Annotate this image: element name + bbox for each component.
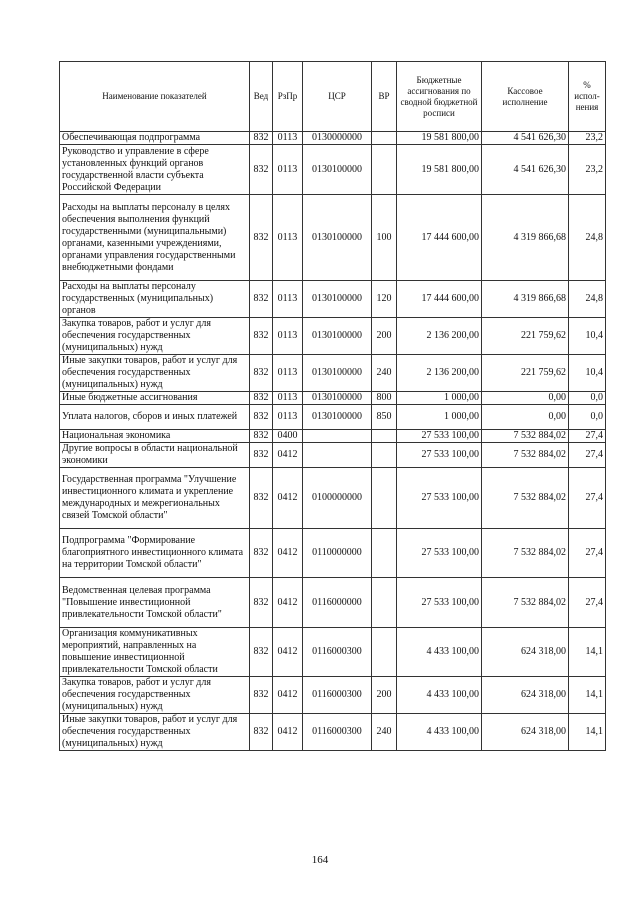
cell-name: Иные закупки товаров, работ и услуг для обеспечения государственных (муниципальных) нужд — [60, 714, 250, 751]
cell-name: Организация коммуникативных мероприятий, направленных на повышение инвестиционной привлекательности Томской области — [60, 628, 250, 677]
cell-vr — [372, 468, 397, 529]
header-vr: ВР — [372, 62, 397, 132]
cell-percent: 27,4 — [569, 430, 606, 443]
cell-name: Закупка товаров, работ и услуг для обеспечения государственных (муниципальных) нужд — [60, 318, 250, 355]
cell-ved: 832 — [250, 355, 273, 392]
cell-cash: 221 759,62 — [482, 318, 569, 355]
page-number: 164 — [311, 854, 329, 866]
cell-cash: 0,00 — [482, 392, 569, 405]
cell-vr — [372, 628, 397, 677]
cell-cash: 7 532 884,02 — [482, 529, 569, 578]
cell-ved: 832 — [250, 430, 273, 443]
cell-rzpr: 0412 — [273, 578, 303, 628]
cell-name: Национальная экономика — [60, 430, 250, 443]
cell-csr: 0116000000 — [303, 578, 372, 628]
cell-percent: 23,2 — [569, 145, 606, 195]
cell-csr: 0130000000 — [303, 132, 372, 145]
cell-percent: 23,2 — [569, 132, 606, 145]
table-row — [60, 392, 606, 405]
cell-ved: 832 — [250, 195, 273, 281]
cell-budget: 4 433 100,00 — [397, 714, 482, 751]
table-row — [60, 195, 606, 281]
cell-budget: 1 000,00 — [397, 392, 482, 405]
cell-budget: 2 136 200,00 — [397, 355, 482, 392]
cell-name: Расходы на выплаты персоналу в целях обеспечения выполнения функций государственными (муниципальными) органами, казенными учреждениями, органами управления государственными внебюджетными фондами — [60, 195, 250, 281]
cell-budget: 27 533 100,00 — [397, 529, 482, 578]
cell-rzpr: 0113 — [273, 132, 303, 145]
cell-rzpr: 0113 — [273, 355, 303, 392]
cell-vr — [372, 529, 397, 578]
cell-csr: 0130100000 — [303, 392, 372, 405]
cell-budget: 27 533 100,00 — [397, 443, 482, 468]
table-row — [60, 628, 606, 677]
cell-percent: 10,4 — [569, 355, 606, 392]
cell-cash: 7 532 884,02 — [482, 578, 569, 628]
cell-budget: 4 433 100,00 — [397, 628, 482, 677]
cell-ved: 832 — [250, 578, 273, 628]
cell-vr: 100 — [372, 195, 397, 281]
cell-name: Государственная программа "Улучшение инвестиционного климата и укрепление международных и межрегиональных связей Томской области" — [60, 468, 250, 529]
cell-budget: 27 533 100,00 — [397, 430, 482, 443]
cell-vr: 800 — [372, 392, 397, 405]
cell-vr — [372, 430, 397, 443]
header-csr: ЦСР — [303, 62, 372, 132]
cell-percent: 24,8 — [569, 281, 606, 318]
cell-ved: 832 — [250, 677, 273, 714]
table-row — [60, 132, 606, 145]
cell-csr: 0116000300 — [303, 714, 372, 751]
cell-budget: 4 433 100,00 — [397, 677, 482, 714]
cell-csr: 0130100000 — [303, 281, 372, 318]
cell-vr — [372, 578, 397, 628]
cell-name: Другие вопросы в области национальной экономики — [60, 443, 250, 468]
table-row — [60, 677, 606, 714]
cell-name: Иные бюджетные ассигнования — [60, 392, 250, 405]
cell-csr: 0116000300 — [303, 628, 372, 677]
cell-rzpr: 0412 — [273, 468, 303, 529]
cell-csr: 0130100000 — [303, 355, 372, 392]
cell-budget: 17 444 600,00 — [397, 281, 482, 318]
cell-percent: 10,4 — [569, 318, 606, 355]
cell-csr: 0100000000 — [303, 468, 372, 529]
cell-cash: 4 319 866,68 — [482, 195, 569, 281]
table-row — [60, 281, 606, 318]
cell-budget: 19 581 800,00 — [397, 145, 482, 195]
cell-rzpr: 0113 — [273, 195, 303, 281]
cell-ved: 832 — [250, 443, 273, 468]
cell-rzpr: 0113 — [273, 318, 303, 355]
table-row — [60, 468, 606, 529]
cell-cash: 7 532 884,02 — [482, 468, 569, 529]
cell-cash: 4 319 866,68 — [482, 281, 569, 318]
cell-percent: 0,0 — [569, 392, 606, 405]
cell-vr — [372, 132, 397, 145]
table-row — [60, 714, 606, 751]
table-row — [60, 145, 606, 195]
cell-name: Иные закупки товаров, работ и услуг для обеспечения государственных (муниципальных) нужд — [60, 355, 250, 392]
cell-ved: 832 — [250, 318, 273, 355]
cell-name: Расходы на выплаты персоналу государственных (муниципальных) органов — [60, 281, 250, 318]
cell-cash: 624 318,00 — [482, 677, 569, 714]
cell-name: Обеспечивающая подпрограмма — [60, 132, 250, 145]
cell-percent: 27,4 — [569, 468, 606, 529]
cell-percent: 14,1 — [569, 628, 606, 677]
cell-csr: 0130100000 — [303, 145, 372, 195]
cell-vr: 200 — [372, 677, 397, 714]
cell-cash: 0,00 — [482, 405, 569, 430]
cell-ved: 832 — [250, 392, 273, 405]
budget-execution-table — [59, 61, 606, 751]
cell-rzpr: 0113 — [273, 281, 303, 318]
table-row — [60, 578, 606, 628]
table-body — [60, 132, 606, 751]
cell-rzpr: 0113 — [273, 392, 303, 405]
cell-rzpr: 0412 — [273, 714, 303, 751]
table-row — [60, 405, 606, 430]
table-row — [60, 529, 606, 578]
cell-percent: 27,4 — [569, 443, 606, 468]
table-row — [60, 355, 606, 392]
cell-ved: 832 — [250, 132, 273, 145]
table-header-row — [60, 62, 606, 132]
cell-cash: 624 318,00 — [482, 628, 569, 677]
cell-percent: 14,1 — [569, 714, 606, 751]
cell-vr: 240 — [372, 355, 397, 392]
header-name: Наименование показателей — [60, 62, 250, 132]
cell-ved: 832 — [250, 628, 273, 677]
cell-csr: 0116000300 — [303, 677, 372, 714]
cell-cash: 7 532 884,02 — [482, 430, 569, 443]
cell-cash: 221 759,62 — [482, 355, 569, 392]
cell-rzpr: 0412 — [273, 443, 303, 468]
cell-percent: 27,4 — [569, 529, 606, 578]
header-budget: Бюджетные ассигнования по сводной бюджетной росписи — [397, 62, 482, 132]
table-row — [60, 443, 606, 468]
cell-budget: 2 136 200,00 — [397, 318, 482, 355]
cell-budget: 27 533 100,00 — [397, 468, 482, 529]
cell-ved: 832 — [250, 145, 273, 195]
cell-vr: 120 — [372, 281, 397, 318]
cell-budget: 17 444 600,00 — [397, 195, 482, 281]
cell-vr — [372, 145, 397, 195]
cell-cash: 4 541 626,30 — [482, 132, 569, 145]
cell-rzpr: 0412 — [273, 628, 303, 677]
cell-name: Закупка товаров, работ и услуг для обеспечения государственных (муниципальных) нужд — [60, 677, 250, 714]
header-rzpr: РзПр — [273, 62, 303, 132]
cell-cash: 4 541 626,30 — [482, 145, 569, 195]
cell-csr: 0130100000 — [303, 195, 372, 281]
cell-csr: 0110000000 — [303, 529, 372, 578]
cell-name: Подпрограмма "Формирование благоприятного инвестиционного климата на территории Томской области" — [60, 529, 250, 578]
cell-ved: 832 — [250, 281, 273, 318]
cell-csr: 0130100000 — [303, 318, 372, 355]
cell-percent: 14,1 — [569, 677, 606, 714]
cell-budget: 1 000,00 — [397, 405, 482, 430]
cell-csr — [303, 430, 372, 443]
cell-ved: 832 — [250, 529, 273, 578]
cell-vr: 200 — [372, 318, 397, 355]
cell-csr — [303, 443, 372, 468]
cell-rzpr: 0113 — [273, 145, 303, 195]
cell-budget: 27 533 100,00 — [397, 578, 482, 628]
cell-vr: 240 — [372, 714, 397, 751]
table-row — [60, 318, 606, 355]
cell-name: Руководство и управление в сфере установленных функций органов государственной власти субъекта Российской Федерации — [60, 145, 250, 195]
cell-cash: 7 532 884,02 — [482, 443, 569, 468]
cell-vr — [372, 443, 397, 468]
cell-csr: 0130100000 — [303, 405, 372, 430]
cell-rzpr: 0412 — [273, 529, 303, 578]
cell-cash: 624 318,00 — [482, 714, 569, 751]
cell-ved: 832 — [250, 468, 273, 529]
table-row — [60, 430, 606, 443]
cell-rzpr: 0113 — [273, 405, 303, 430]
cell-rzpr: 0412 — [273, 677, 303, 714]
cell-percent: 24,8 — [569, 195, 606, 281]
cell-name: Уплата налогов, сборов и иных платежей — [60, 405, 250, 430]
cell-budget: 19 581 800,00 — [397, 132, 482, 145]
header-cash: Кассовое исполнение — [482, 62, 569, 132]
cell-ved: 832 — [250, 714, 273, 751]
cell-ved: 832 — [250, 405, 273, 430]
header-ved: Вед — [250, 62, 273, 132]
cell-percent: 27,4 — [569, 578, 606, 628]
cell-name: Ведомственная целевая программа "Повышение инвестиционной привлекательности Томской области" — [60, 578, 250, 628]
cell-rzpr: 0400 — [273, 430, 303, 443]
cell-percent: 0,0 — [569, 405, 606, 430]
header-percent: % испол-нения — [569, 62, 606, 132]
cell-vr: 850 — [372, 405, 397, 430]
